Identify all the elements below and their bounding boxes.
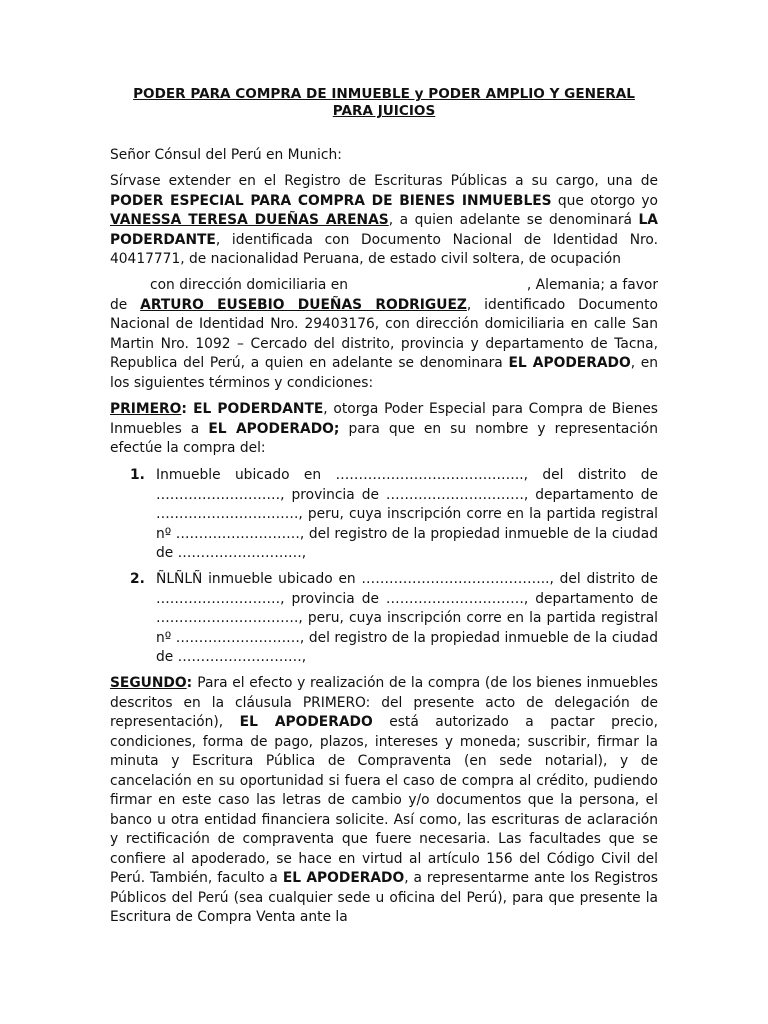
list-item-number: 1. [130,467,145,483]
el-apoderado-label: EL APODERADO [508,355,631,371]
list-item-text: Inmueble ubicado en ………………………………….., del distrito de ………………………, provincia de …………………………, departamento de …………………………., peru, cuya inscripción corre en la partida registral nº ………………………, del registro de la propiedad inmueble de la ciudad de ………………………, [156,467,658,561]
primero-paragraph: PRIMERO: EL PODERDANTE, otorga Poder Especial para Compra de Bienes Inmuebles a EL APODERADO; para que en su nombre y representación efectúe la compra del: [110,401,658,456]
poderdante-name: VANESSA TERESA DUEÑAS ARENAS [110,212,389,228]
address-paragraph: con dirección domiciliaria en , Alemania; a favor de ARTURO EUSEBIO DUEÑAS RODRIGUEZ, identificado Documento Nacional de Identidad Nro. 29403176, con dirección domiciliaria en calle San Martin Nro. 1092 – Cercado del distrito, provincia y departamento de Tacna, Republica del Perú, a quien en adelante se denominara EL APODERADO, en los siguientes términos y condiciones: [110,277,658,391]
title-line-1: PODER PARA COMPRA DE INMUEBLE y PODER AMPLIO Y GENERAL [133,86,635,102]
list-item-number: 2. [130,571,145,587]
segundo-label: SEGUNDO [110,675,187,691]
list-item-text: ÑLÑLÑ inmueble ubicado en ………………………………….., del distrito de ………………………, provincia de …………………………, departamento de …………………………., peru, cuya inscripción corre en la partida registral nº ………………………, del registro de la propiedad inmueble de la ciudad de ………………………, [156,571,658,665]
title-line-2: PARA JUICIOS [332,103,436,119]
list-item [130,570,658,668]
primero-label: PRIMERO [110,401,182,417]
list-item [130,466,658,564]
document-title [108,86,660,120]
intro-paragraph: Sírvase extender en el Registro de Escrituras Públicas a su cargo, una de PODER ESPECIAL PARA COMPRA DE BIENES INMUEBLES que otorgo yo VANESSA TERESA DUEÑAS ARENAS, a quien adelante se denominará LA PODERDANTE, identificada con Documento Nacional de Identidad Nro. 40417771, de nacionalidad Peruana, de estado civil soltera, de ocupación [110,173,658,267]
la-poderdante-label: LA PODERDANTE [110,212,658,248]
salutation: Señor Cónsul del Perú en Munich: [110,147,342,163]
segundo-paragraph: SEGUNDO: Para el efecto y realización de la compra (de los bienes inmuebles descritos en la cláusula PRIMERO: del presente acto de delegación de representación), EL APODERADO está autorizado a pactar precio, condiciones, forma de pago, plazos, intereses y moneda; suscribir, firmar la minuta y Escritura Pública de Compraventa (en sede notarial), y de cancelación en su oportunidad si fuera el caso de compra al crédito, pudiendo firmar en este caso las letras de cambio y/o documentos que la persona, el banco u otra entidad financiera solicite. Así como, las escrituras de aclaración y rectificación de compraventa que fuere necesaria. Las facultades que se confiere al apoderado, se hace en virtud al artículo 156 del Código Civil del Perú. También, faculto a EL APODERADO, a representarme ante los Registros Públicos del Perú (sea cualquier sede u oficina del Perú), para que presente la Escritura de Compra Venta ante la [110,675,658,925]
intro-poder-especial: PODER ESPECIAL PARA COMPRA DE BIENES INMUEBLES [110,192,552,209]
apoderado-name: ARTURO EUSEBIO DUEÑAS RODRIGUEZ [140,296,467,313]
